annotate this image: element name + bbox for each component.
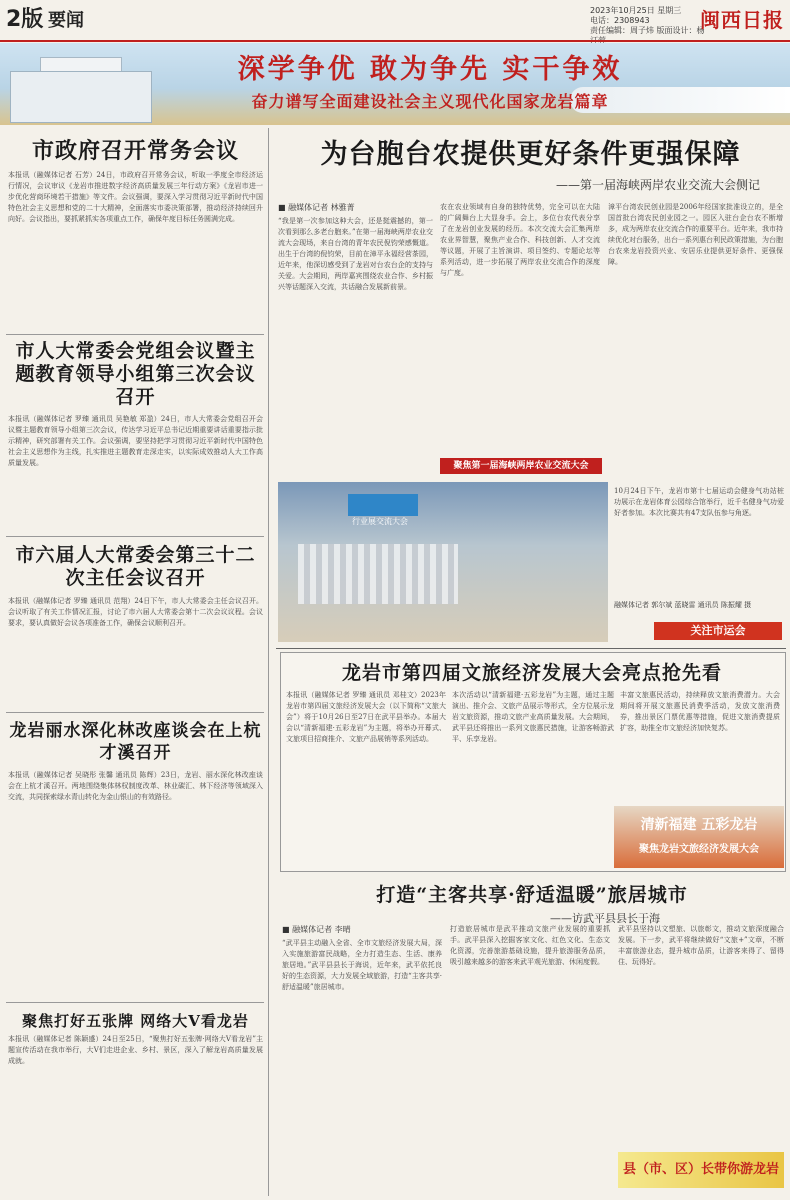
lead-byline: ■ 融媒体记者 林雅菁 — [278, 203, 355, 212]
photo-caption: 10月24日下午，龙岩市第十七届运动会健身气功站桩功展示在龙岩体育公园综合馆举行，近千名健身气功爱好者参加。本次比赛共有47支队伍参与角逐。 — [614, 487, 784, 517]
event-photo — [278, 482, 608, 642]
article-body-npc: 本报讯（融媒体记者 罗臻 通讯员 吴艳敏 郑盈）24日，市人大常委会党组召开会议暨主题教育领导小组第三次会议，传达学习近平总书记近期重要讲话重要指示批示精神，研究部署有关工作。会议强调，要坚持把学习贯彻习近平新时代中国特色社会主义思想作为主线，扎实推进主题教育走深走实，以实际成效推动人大工作高质量发展。 — [8, 415, 263, 467]
games-section-bar: 关注市运会 — [654, 622, 782, 640]
section-divider — [276, 648, 786, 649]
photo-crowd — [298, 544, 458, 604]
article-body-gov: 本报讯（融媒体记者 石芳）24日，市政府召开常务会议，听取一季度全市经济运行情况，会议审议《龙岩市推进数字经济高质量发展三年行动方案》《龙岩市进一步优化营商环境若干措施》等文件。会议强调，要深入学习贯彻习近平新时代中国特色社会主义思想和党的二十大精神，全面落实市委决策部署，推动经济持续回升向好。会议指出，要抓紧抓实各项重点工作，确保年度目标任务圆满完成。 — [8, 171, 263, 223]
lead-headline: 为台胞台农提供更好条件更强保障 — [320, 139, 741, 170]
article-title-bigv: 聚焦打好五张牌 网络大V看龙岩 — [22, 1012, 249, 1030]
wuping-byline: ■ 融媒体记者 李晴 — [282, 925, 351, 934]
county-section-bar: 县（市、区）长带你游龙岩 — [618, 1152, 784, 1188]
wuping-body-col3: 武平县坚持以文塑旅、以旅彰文，推动文旅深度融合发展。下一步，武平将继续做好“文旅+”文章，不断丰富旅游业态，提升城市品质，让游客来得了、留得住、玩得好。 — [618, 925, 784, 966]
wenlv-headline: 龙岩市第四届文旅经济发展大会亮点抢先看 — [341, 662, 722, 684]
lead-body-col3: 漳平台湾农民创业园是2006年经国家批准设立的，是全国首批台湾农民创业园之一。园区入驻台企台农不断增多，成为两岸农业交流合作的重要平台。近年来，我市持续优化对台服务，出台一系列惠台利民政策措施，为台胞台农来龙岩投资兴业、安居乐业提供更好条件、更强保障。 — [608, 203, 783, 266]
header-rule — [0, 40, 790, 42]
article-divider — [6, 334, 264, 335]
article-title-forest-reform: 龙岩丽水深化林改座谈会在上杭才溪召开 — [9, 721, 262, 763]
article-title-npc: 市人大常委会党组会议暨主题教育领导小组第三次会议召开 — [15, 340, 256, 408]
wenlv-badge-slogan: 清新福建 五彩龙岩 — [640, 817, 758, 833]
article-divider — [6, 712, 264, 713]
focus-section-bar: 聚焦第一届海峡两岸农业交流大会 — [440, 458, 602, 474]
wuping-headline: 打造“主客共享·舒适温暖”旅居城市 — [376, 884, 688, 906]
article-divider — [6, 1002, 264, 1003]
section-name: 要闻 — [48, 10, 84, 31]
wuping-body-col1: “武平县主动融入全省、全市文旅经济发展大局，深入实施旅游富民战略，全力打造生态、生活、康养旅居地。”武平县县长于海说，近年来，武平依托良好的生态资源，大力发展全域旅游，打造“主客共享·舒适温暖”旅居城市。 — [282, 939, 442, 991]
photo-stage-text: 行业展交流大会 — [352, 517, 408, 526]
building-illustration-base — [10, 71, 152, 123]
newspaper-logo: 闽西日报 — [700, 8, 784, 32]
banner-subslogan: 奋力谱写全面建设社会主义现代化国家龙岩篇章 — [251, 92, 609, 111]
lead-body-col2: 农在农业领域有自身的独特优势，完全可以在大陆的广阔舞台上大显身手。会上，多位台农代表分享了在龙岩创业发展的经历。本次交流大会汇集两岸农业界智慧，聚焦产业合作、科技创新、人才交流等议题，开展了主旨演讲、项目签约、专题论坛等系列活动，进一步拓展了两岸农业交流合作的深度与广度。 — [440, 203, 600, 277]
article-divider — [6, 536, 264, 537]
article-body-forest-reform: 本报讯（融媒体记者 吴晓彤 张馨 通讯员 陈辉）23日，龙岩、丽水深化林改座谈会在上杭才溪召开。两地围绕集体林权制度改革、林业碳汇、林下经济等领域深入交流，共同探索绿水青山转化为金山银山的有效路径。 — [8, 771, 263, 801]
article-body-bigv: 本报讯（融媒体记者 陈颖盛）24日至25日，“聚焦打好五张牌·网络大V看龙岩”主题宣传活动在我市举行，大V们走进企业、乡村、景区，深入了解龙岩高质量发展成就。 — [8, 1035, 263, 1065]
wuping-body-col2: 打造旅居城市是武平推动文旅产业发展的重要抓手。武平县深入挖掘客家文化、红色文化、生态文化资源，完善旅游基础设施，提升旅游服务品质，吸引越来越多的游客来武平观光旅游、休闲度假。 — [450, 925, 610, 966]
issue-date: 2023年10月25日 星期三 — [590, 6, 682, 15]
wuping-subheadline: ——访武平县县长于海 — [550, 912, 660, 925]
banner-slogan: 深学争优 敢为争先 实干争效 — [237, 54, 623, 85]
editors: 责任编辑：周子炜 版面设计：杨 — [590, 26, 705, 35]
top-banner — [0, 43, 790, 125]
wenlv-body-col2: 本次活动以“清新福建·五彩龙岩”为主题，通过主题演出、推介会、文旅产品展示等形式，全方位展示龙岩文旅资源，推动文旅产业高质量发展。大会期间，武平县还将推出一系列文旅惠民措施，让游客畅游武平、乐享龙岩。 — [452, 691, 614, 743]
column-divider — [268, 128, 269, 1196]
page-number: 2版 — [6, 7, 44, 32]
lead-subheadline: ——第一届海峡两岸农业交流大会侧记 — [555, 178, 760, 192]
photo-stage-screen — [348, 494, 418, 516]
wenlv-body-col1: 本报讯（融媒体记者 罗臻 通讯员 邓桂文）2023年龙岩市第四届文旅经济发展大会（以下简称“文旅大会”）将于10月26日至27日在武平县举办。本届大会以“清新福建·五彩龙岩”为主题，将举办开幕式、文旅项目招商推介、文旅产品展销等系列活动。 — [286, 691, 446, 743]
wenlv-badge-label: 聚焦龙岩文旅经济发展大会 — [639, 844, 759, 855]
photo-credit: 融媒体记者 郭尔斌 蓝晓雷 通讯员 陈振耀 摄 — [614, 601, 752, 609]
wenlv-body-col3: 丰富文旅惠民活动，持续释放文旅消费潜力。大会期间将开展文旅惠民消费季活动，发放文旅消费券，推出景区门票优惠等措施，促进文旅消费提质扩容，助推全市文旅经济加快复苏。 — [620, 691, 780, 732]
wenlv-badge — [614, 806, 784, 868]
lead-body-col1: “我是第一次参加这种大会，还是挺震撼的，第一次看到那么多老台胞来。”在第一届海峡两岸农业交流大会现场，来自台湾的青年农民倪钧荣感慨道。出生于台湾的倪钧荣，目前在漳平永福经营茶园，近年来，他深切感受到了龙岩对台农台企的支持与关爱。大会期间，两岸嘉宾围绕农业合作、乡村振兴等话题深入交流，共话融合发展新前景。 — [278, 217, 433, 291]
article-title-gov: 市政府召开常务会议 — [31, 138, 239, 164]
phone: 电话：2308943 — [590, 16, 650, 25]
article-title-director-meeting: 市六届人大常委会第三十二次主任会议召开 — [15, 544, 256, 589]
article-body-director-meeting: 本报讯（融媒体记者 罗臻 通讯员 范翔）24日下午，市人大常委会主任会议召开。会议听取了有关工作情况汇报，讨论了市六届人大常委会第十二次会议议程。会议要求，要认真做好会议各项准备工作，确保会议顺利召开。 — [8, 597, 263, 627]
